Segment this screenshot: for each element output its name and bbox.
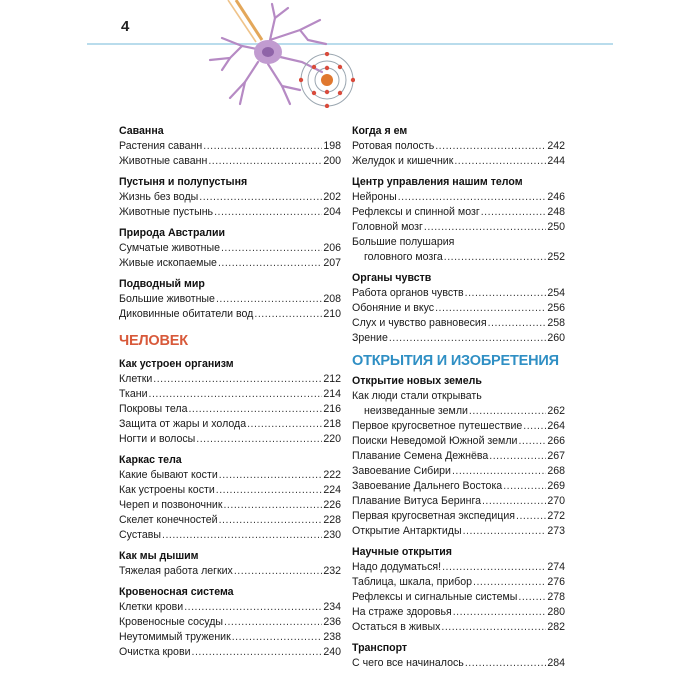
toc-entry-title: Надо додуматься! bbox=[352, 561, 442, 573]
dot-leader bbox=[214, 205, 322, 220]
toc-entry-title: Головной мозг bbox=[352, 221, 423, 233]
toc-entry-page: 240 bbox=[323, 646, 341, 658]
dot-leader bbox=[389, 331, 546, 346]
toc-section bbox=[352, 175, 565, 265]
toc-entry[interactable] bbox=[119, 241, 341, 256]
toc-entry-title: Тяжелая работа легких bbox=[119, 565, 233, 577]
dot-leader bbox=[196, 432, 322, 447]
toc-entry-page: 250 bbox=[547, 221, 565, 233]
dot-leader bbox=[435, 301, 546, 316]
toc-entry-page: 252 bbox=[547, 251, 565, 263]
dot-leader bbox=[219, 513, 323, 528]
dot-leader bbox=[518, 590, 546, 605]
dot-leader bbox=[254, 307, 322, 322]
toc-entry[interactable] bbox=[352, 154, 565, 169]
toc-entry-page: 220 bbox=[323, 433, 341, 445]
right-sections-discovery bbox=[352, 374, 565, 671]
toc-entry-title: Обоняние и вкус bbox=[352, 302, 435, 314]
dot-leader bbox=[452, 464, 546, 479]
toc-section bbox=[119, 585, 341, 660]
toc-entry-page: 202 bbox=[323, 191, 341, 203]
toc-entry-title: Кровеносные сосуды bbox=[119, 616, 224, 628]
toc-entry-page: 284 bbox=[547, 657, 565, 669]
toc-entry[interactable] bbox=[352, 404, 565, 419]
toc-entry-title: Покровы тела bbox=[119, 403, 188, 415]
toc-entry-page: 216 bbox=[323, 403, 341, 415]
dot-leader bbox=[444, 250, 547, 265]
section-heading-human: ЧЕЛОВЕК bbox=[119, 333, 188, 349]
toc-entry[interactable] bbox=[352, 190, 565, 205]
toc-section-title: Научные открытия bbox=[352, 546, 452, 558]
toc-entry[interactable] bbox=[119, 417, 341, 432]
toc-entry-title: головного мозга bbox=[364, 251, 443, 263]
dot-leader bbox=[424, 220, 546, 235]
toc-entry-page: 208 bbox=[323, 293, 341, 305]
toc-entry[interactable] bbox=[352, 464, 565, 479]
dot-leader bbox=[489, 449, 546, 464]
toc-section bbox=[119, 124, 341, 169]
toc-entry-title: Какие бывают кости bbox=[119, 469, 218, 481]
toc-entry-title: Клетки крови bbox=[119, 601, 184, 613]
dot-leader bbox=[188, 402, 322, 417]
toc-entry-page: 214 bbox=[323, 388, 341, 400]
toc-entry-title: Живые ископаемые bbox=[119, 257, 217, 269]
toc-entry-title: Ткани bbox=[119, 388, 148, 400]
dot-leader bbox=[465, 286, 547, 301]
toc-entry-page: 258 bbox=[547, 317, 565, 329]
toc-entry-page: 270 bbox=[547, 495, 565, 507]
toc-section-title: Каркас тела bbox=[119, 454, 182, 466]
toc-page bbox=[87, 0, 613, 700]
toc-entry-page: 262 bbox=[547, 405, 565, 417]
toc-entry-page: 234 bbox=[323, 601, 341, 613]
toc-entry[interactable] bbox=[119, 256, 341, 271]
toc-entry-page: 198 bbox=[323, 140, 341, 152]
toc-entry[interactable] bbox=[352, 434, 565, 449]
toc-entry-page: 204 bbox=[323, 206, 341, 218]
toc-section bbox=[352, 641, 565, 671]
toc-entry-title: Клетки bbox=[119, 373, 153, 385]
toc-entry-title: Очистка крови bbox=[119, 646, 191, 658]
toc-entry[interactable] bbox=[119, 387, 341, 402]
toc-section-title: Органы чувств bbox=[352, 272, 432, 284]
toc-entry-page: 274 bbox=[547, 561, 565, 573]
page-number: 4 bbox=[121, 18, 130, 35]
toc-section-title: Открытие новых земель bbox=[352, 375, 482, 387]
toc-entry-page: 242 bbox=[547, 140, 565, 152]
dot-leader bbox=[203, 139, 322, 154]
toc-entry-page: 269 bbox=[547, 480, 565, 492]
toc-entry-title: Животные саванн bbox=[119, 155, 208, 167]
toc-entry-page: 256 bbox=[547, 302, 565, 314]
toc-section bbox=[119, 226, 341, 271]
toc-entry[interactable] bbox=[119, 402, 341, 417]
toc-entry[interactable] bbox=[119, 292, 341, 307]
toc-section-title: Как устроен организм bbox=[119, 358, 234, 370]
toc-entry-page: 268 bbox=[547, 465, 565, 477]
toc-entry-title: неизведанные земли bbox=[364, 405, 468, 417]
toc-section-title: Транспорт bbox=[352, 642, 408, 654]
toc-entry-title: Таблица, шкала, прибор bbox=[352, 576, 473, 588]
toc-entry-page: 206 bbox=[323, 242, 341, 254]
toc-entry[interactable] bbox=[119, 468, 341, 483]
toc-entry-title: Первое кругосветное путешествие bbox=[352, 420, 523, 432]
toc-entry-page: 248 bbox=[547, 206, 565, 218]
toc-entry-page: 272 bbox=[547, 510, 565, 522]
dot-leader bbox=[473, 575, 546, 590]
toc-entry-title: Растения саванн bbox=[119, 140, 203, 152]
dot-leader bbox=[199, 190, 322, 205]
toc-entry-title: Скелет конечностей bbox=[119, 514, 218, 526]
toc-entry[interactable] bbox=[119, 139, 341, 154]
toc-entry[interactable] bbox=[119, 513, 341, 528]
toc-entry[interactable] bbox=[352, 575, 565, 590]
toc-entry[interactable] bbox=[352, 301, 565, 316]
toc-entry-page: 282 bbox=[547, 621, 565, 633]
toc-entry[interactable] bbox=[119, 190, 341, 205]
toc-entry[interactable] bbox=[352, 220, 565, 235]
toc-entry-page: 228 bbox=[323, 514, 341, 526]
dot-leader bbox=[454, 154, 546, 169]
toc-entry-title: Остаться в живых bbox=[352, 621, 441, 633]
toc-entry-title: Нейроны bbox=[352, 191, 397, 203]
right-sections-top bbox=[352, 124, 565, 346]
toc-entry[interactable] bbox=[119, 154, 341, 169]
toc-section-title: Кровеносная система bbox=[119, 586, 234, 598]
toc-entry-title: Суставы bbox=[119, 529, 161, 541]
toc-entry-title: Работа органов чувств bbox=[352, 287, 464, 299]
toc-right-column bbox=[352, 124, 565, 677]
toc-entry[interactable] bbox=[352, 620, 565, 635]
toc-entry-title: Ногти и волосы bbox=[119, 433, 196, 445]
toc-section bbox=[119, 549, 341, 579]
toc-entry-title: Завоевание Сибири bbox=[352, 465, 451, 477]
toc-entry[interactable] bbox=[119, 600, 341, 615]
toc-entry-title: Большие животные bbox=[119, 293, 215, 305]
toc-section bbox=[352, 271, 565, 346]
dot-leader bbox=[221, 241, 322, 256]
toc-entry-page: 280 bbox=[547, 606, 565, 618]
dot-leader bbox=[518, 434, 546, 449]
left-sections-human bbox=[119, 357, 341, 660]
dot-leader bbox=[162, 528, 322, 543]
toc-entry-title: Слух и чувство равновесия bbox=[352, 317, 487, 329]
dot-leader bbox=[247, 417, 322, 432]
dot-leader bbox=[482, 494, 546, 509]
toc-entry-title: Череп и позвоночник bbox=[119, 499, 223, 511]
toc-entry-page: 212 bbox=[323, 373, 341, 385]
toc-entry-title: Ротовая полость bbox=[352, 140, 435, 152]
toc-entry-title: Завоевание Дальнего Востока bbox=[352, 480, 503, 492]
toc-entry-page: 264 bbox=[547, 420, 565, 432]
atom-icon bbox=[299, 52, 355, 108]
toc-entry-title: Как устроены кости bbox=[119, 484, 215, 496]
toc-entry-page: 278 bbox=[547, 591, 565, 603]
toc-section bbox=[119, 277, 341, 322]
toc-entry[interactable] bbox=[119, 630, 341, 645]
toc-entry[interactable] bbox=[352, 389, 565, 404]
toc-entry[interactable] bbox=[119, 645, 341, 660]
dot-leader bbox=[149, 387, 323, 402]
toc-entry[interactable] bbox=[352, 605, 565, 620]
toc-entry[interactable] bbox=[119, 483, 341, 498]
toc-entry[interactable] bbox=[352, 560, 565, 575]
dot-leader bbox=[219, 468, 323, 483]
toc-entry-page: 244 bbox=[547, 155, 565, 167]
toc-entry-title: Неутомимый труженик bbox=[119, 631, 231, 643]
toc-entry-page: 246 bbox=[547, 191, 565, 203]
toc-entry[interactable] bbox=[352, 250, 565, 265]
toc-entry-title: Плавание Семена Дежнёва bbox=[352, 450, 489, 462]
dot-leader bbox=[223, 498, 322, 513]
dot-leader bbox=[503, 479, 546, 494]
toc-section-title: Подводный мир bbox=[119, 278, 205, 290]
toc-entry-title: Жизнь без воды bbox=[119, 191, 199, 203]
dot-leader bbox=[523, 419, 546, 434]
toc-entry[interactable] bbox=[352, 286, 565, 301]
dot-leader bbox=[234, 564, 322, 579]
toc-section-title: Когда я ем bbox=[352, 125, 408, 137]
toc-entry-page: 222 bbox=[323, 469, 341, 481]
dot-leader bbox=[218, 256, 322, 271]
toc-section-title: Природа Австралии bbox=[119, 227, 226, 239]
toc-entry[interactable] bbox=[352, 509, 565, 524]
dot-leader bbox=[232, 630, 323, 645]
dot-leader bbox=[442, 560, 546, 575]
dot-leader bbox=[192, 645, 323, 660]
dot-leader bbox=[224, 615, 322, 630]
toc-entry-title: Плавание Витуса Беринга bbox=[352, 495, 481, 507]
toc-entry-page: 273 bbox=[547, 525, 565, 537]
toc-section bbox=[119, 175, 341, 220]
toc-entry[interactable] bbox=[352, 479, 565, 494]
toc-entry-title: Рефлексы и сигнальные системы bbox=[352, 591, 518, 603]
toc-entry[interactable] bbox=[352, 494, 565, 509]
toc-entry-page: 276 bbox=[547, 576, 565, 588]
toc-section bbox=[352, 374, 565, 539]
toc-entry-page: 207 bbox=[323, 257, 341, 269]
toc-entry[interactable] bbox=[352, 331, 565, 346]
toc-entry-title: Зрение bbox=[352, 332, 388, 344]
toc-entry[interactable] bbox=[119, 564, 341, 579]
left-sections-top bbox=[119, 124, 341, 322]
dot-leader bbox=[469, 404, 546, 419]
toc-entry-page: 210 bbox=[323, 308, 341, 320]
toc-entry-page: 226 bbox=[323, 499, 341, 511]
toc-entry[interactable] bbox=[119, 615, 341, 630]
toc-entry[interactable] bbox=[119, 205, 341, 220]
toc-entry-title: Первая кругосветная экспедиция bbox=[352, 510, 515, 522]
toc-left-column bbox=[119, 124, 341, 666]
dot-leader bbox=[441, 620, 546, 635]
toc-entry-page: 230 bbox=[323, 529, 341, 541]
toc-entry-title: Сумчатые животные bbox=[119, 242, 220, 254]
toc-entry-page: 224 bbox=[323, 484, 341, 496]
toc-entry[interactable] bbox=[352, 205, 565, 220]
toc-entry-page: 266 bbox=[547, 435, 565, 447]
toc-entry-page: 218 bbox=[323, 418, 341, 430]
toc-section-title: Центр управления нашим телом bbox=[352, 176, 523, 188]
dot-leader bbox=[216, 483, 323, 498]
dot-leader bbox=[516, 509, 546, 524]
toc-section-title: Как мы дышим bbox=[119, 550, 199, 562]
toc-section-title: Пустыня и полупустыня bbox=[119, 176, 248, 188]
toc-entry-title: Диковинные обитатели вод bbox=[119, 308, 254, 320]
dot-leader bbox=[398, 190, 547, 205]
toc-entry[interactable] bbox=[119, 372, 341, 387]
toc-entry-title: Рефлексы и спинной мозг bbox=[352, 206, 480, 218]
toc-entry[interactable] bbox=[352, 524, 565, 539]
dot-leader bbox=[208, 154, 322, 169]
toc-entry-title: Как люди стали открывать bbox=[352, 390, 482, 402]
toc-entry-page: 200 bbox=[323, 155, 341, 167]
dot-leader bbox=[488, 316, 547, 331]
toc-entry-page: 260 bbox=[547, 332, 565, 344]
toc-section bbox=[352, 124, 565, 169]
toc-entry-title: С чего все начиналось bbox=[352, 657, 464, 669]
toc-entry[interactable] bbox=[119, 528, 341, 543]
toc-entry-title: Открытие Антарктиды bbox=[352, 525, 462, 537]
toc-entry[interactable] bbox=[119, 498, 341, 513]
toc-entry-title: Защита от жары и холода bbox=[119, 418, 247, 430]
toc-section bbox=[352, 545, 565, 635]
toc-entry[interactable] bbox=[352, 656, 565, 671]
toc-entry-title: Животные пустынь bbox=[119, 206, 214, 218]
dot-leader bbox=[216, 292, 322, 307]
dot-leader bbox=[481, 205, 547, 220]
toc-entry[interactable] bbox=[352, 449, 565, 464]
toc-entry[interactable] bbox=[352, 590, 565, 605]
dot-leader bbox=[184, 600, 322, 615]
toc-section bbox=[119, 453, 341, 543]
toc-entry-page: 238 bbox=[323, 631, 341, 643]
toc-entry[interactable] bbox=[352, 139, 565, 154]
dot-leader bbox=[453, 605, 547, 620]
toc-entry-title: На страже здоровья bbox=[352, 606, 452, 618]
toc-entry[interactable] bbox=[352, 235, 565, 250]
toc-section bbox=[119, 357, 341, 447]
dot-leader bbox=[435, 139, 546, 154]
dot-leader bbox=[465, 656, 547, 671]
toc-entry[interactable] bbox=[352, 419, 565, 434]
toc-entry[interactable] bbox=[352, 316, 565, 331]
toc-entry-page: 236 bbox=[323, 616, 341, 628]
toc-entry[interactable] bbox=[119, 307, 341, 322]
section-heading-discoveries: ОТКРЫТИЯ И ИЗОБРЕТЕНИЯ bbox=[352, 353, 559, 369]
toc-entry-title: Большие полушария bbox=[352, 236, 455, 248]
toc-entry[interactable] bbox=[119, 432, 341, 447]
toc-entry-title: Поиски Неведомой Южной земли bbox=[352, 435, 518, 447]
toc-entry-page: 254 bbox=[547, 287, 565, 299]
toc-section-title: Саванна bbox=[119, 125, 164, 137]
dot-leader bbox=[153, 372, 322, 387]
toc-entry-title: Желудок и кишечник bbox=[352, 155, 454, 167]
toc-entry-page: 232 bbox=[323, 565, 341, 577]
dot-leader bbox=[463, 524, 547, 539]
toc-entry-page: 267 bbox=[547, 450, 565, 462]
